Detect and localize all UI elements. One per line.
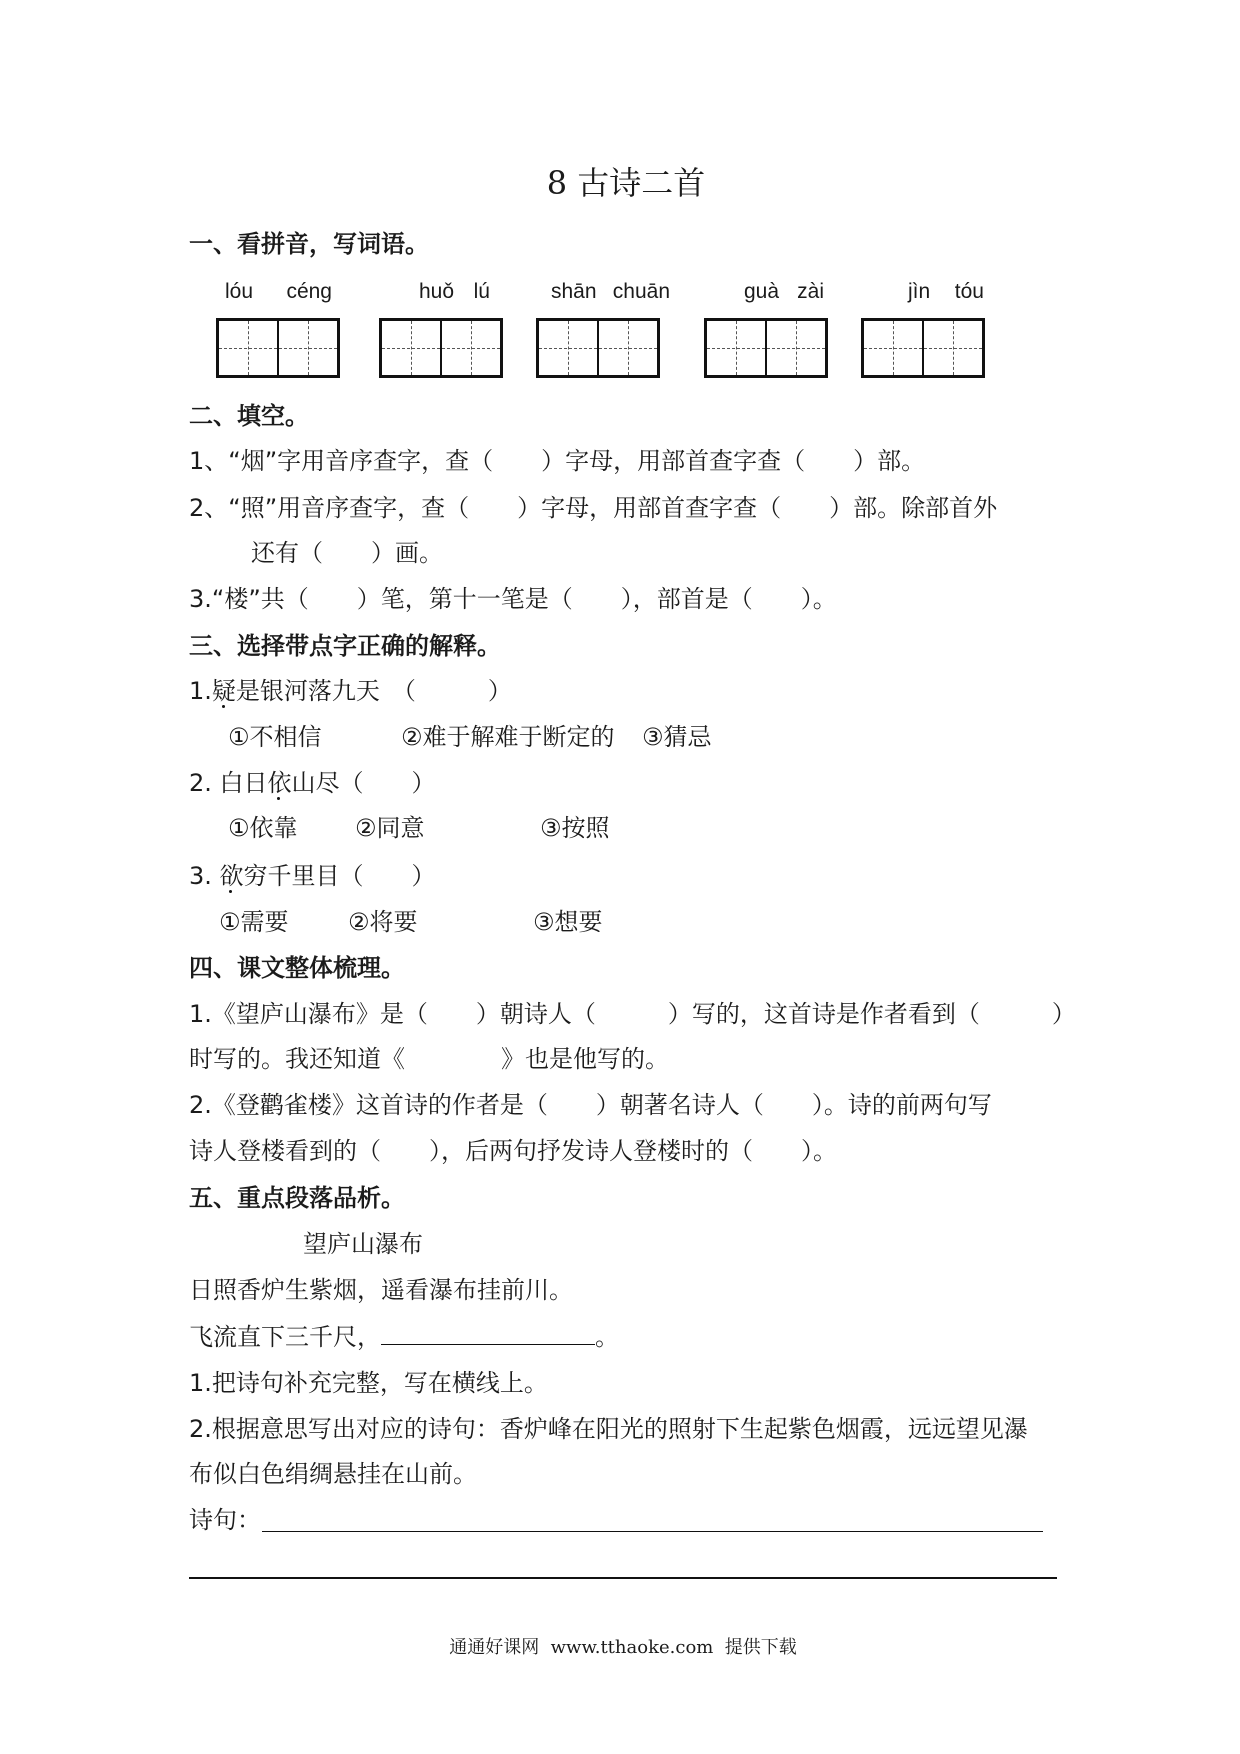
- poem-line-2-text: 飞流直下三千尺，: [189, 1323, 381, 1351]
- fill-blank-3: 3.“楼”共（ ）笔，第十一笔是（ ），部首是（ ）。: [189, 585, 837, 613]
- option: ②难于解难于断定的: [401, 723, 615, 751]
- page-title: 8 古诗二首: [546, 164, 706, 202]
- poem-line-2-end: 。: [595, 1323, 619, 1351]
- section5-heading: 五、重点段落品析。: [189, 1184, 405, 1212]
- option: ①需要: [219, 908, 289, 936]
- tian-box: [707, 321, 765, 375]
- pinyin-syllable: shān: [551, 280, 597, 303]
- pinyin-group-3: [551, 280, 670, 304]
- question-2: [189, 768, 436, 798]
- question-prefix: 1.: [189, 677, 212, 705]
- option: ③猜忌: [642, 723, 712, 751]
- page-footer: 通通好课网 www.tthaoke.com 提供下载: [449, 1637, 797, 1658]
- option: ③想要: [533, 908, 603, 936]
- option: ②同意: [355, 814, 425, 842]
- grid-guide: [707, 348, 765, 349]
- tian-box: [597, 321, 657, 375]
- fill-blank-2-continued: 还有（ ）画。: [251, 539, 443, 567]
- pinyin-syllable: lú: [473, 280, 490, 303]
- writing-grid-2: [379, 318, 503, 378]
- tian-box: [219, 321, 277, 375]
- tian-box: [382, 321, 440, 375]
- question-1: [189, 676, 512, 706]
- section4-heading: 四、课文整体梳理。: [189, 954, 405, 982]
- grid-guide: [382, 348, 440, 349]
- pinyin-group-1: [225, 280, 332, 304]
- question-prefix: 3.: [189, 862, 220, 890]
- option: ②将要: [348, 908, 418, 936]
- pinyin-syllable: huǒ: [419, 280, 455, 303]
- poem-title: 望庐山瀑布: [303, 1230, 423, 1258]
- question-text: 山尽（ ）: [291, 769, 436, 797]
- writing-grid-4: [704, 318, 828, 378]
- grid-guide: [767, 348, 825, 349]
- grid-guide: [599, 348, 657, 349]
- poem-line-2: [189, 1322, 619, 1352]
- review-line-2: 时写的。我还知道《 》也是他写的。: [189, 1045, 669, 1073]
- grid-guide: [442, 348, 500, 349]
- pinyin-group-2: [419, 280, 490, 304]
- tian-box: [277, 321, 337, 375]
- writing-grid-5: [861, 318, 985, 378]
- tian-box: [765, 321, 825, 375]
- tian-box: [539, 321, 597, 375]
- tian-box: [440, 321, 500, 375]
- pinyin-group-5: [908, 280, 984, 304]
- option: ①依靠: [228, 814, 298, 842]
- tian-box: [864, 321, 922, 375]
- section1-heading: 一、看拼音，写词语。: [189, 230, 429, 258]
- option: ③按照: [540, 814, 610, 842]
- pinyin-syllable: guà: [744, 280, 780, 303]
- writing-grid-3: [536, 318, 660, 378]
- grid-guide: [219, 348, 277, 349]
- grid-guide: [539, 348, 597, 349]
- answer-line: [262, 1531, 1043, 1532]
- fill-blank-1: 1、“烟”字用音序查字，查（ ）字母，用部首查字查（ ）部。: [189, 447, 926, 475]
- review-line-1: 1.《望庐山瀑布》是（ ）朝诗人（ ）写的，这首诗是作者看到（ ）: [189, 1000, 1076, 1028]
- grid-guide: [864, 348, 922, 349]
- pinyin-syllable: céng: [286, 280, 332, 303]
- tian-box: [922, 321, 982, 375]
- question-prefix: 2. 白日: [189, 769, 268, 797]
- question-3: [189, 861, 436, 891]
- pinyin-group-4: [744, 280, 824, 304]
- answer-label: 诗句：: [189, 1506, 261, 1534]
- task-1: 1.把诗句补充完整，写在横线上。: [189, 1369, 548, 1397]
- dotted-character: 依: [267, 769, 292, 797]
- section3-heading: 三、选择带点字正确的解释。: [189, 632, 501, 660]
- section2-heading: 二、填空。: [189, 402, 309, 430]
- answer-line-2: [189, 1577, 1057, 1579]
- review-line-3: 2.《登鹳雀楼》这首诗的作者是（ ）朝著名诗人（ ）。诗的前两句写: [189, 1091, 992, 1119]
- option: ①不相信: [228, 723, 322, 751]
- pinyin-syllable: zài: [797, 280, 824, 303]
- task-2: 2.根据意思写出对应的诗句：香炉峰在阳光的照射下生起紫色烟霞，远远望见瀑: [189, 1415, 1028, 1443]
- dotted-character: 疑: [211, 677, 236, 705]
- pinyin-syllable: lóu: [225, 280, 254, 303]
- review-line-4: 诗人登楼看到的（ ），后两句抒发诗人登楼时的（ ）。: [189, 1137, 837, 1165]
- grid-guide: [279, 348, 337, 349]
- grid-guide: [924, 348, 982, 349]
- writing-grid-1: [216, 318, 340, 378]
- pinyin-syllable: tóu: [954, 280, 984, 303]
- pinyin-syllable: chuān: [612, 280, 670, 303]
- fill-blank-2: 2、“照”用音序查字，查（ ）字母，用部首查字查（ ）部。除部首外: [189, 494, 998, 522]
- answer-underline: [381, 1322, 595, 1345]
- dotted-character: 欲: [219, 862, 244, 890]
- pinyin-syllable: jìn: [908, 280, 931, 303]
- poem-line-1: 日照香炉生紫烟，遥看瀑布挂前川。: [189, 1276, 573, 1304]
- question-text: 穷千里目（ ）: [243, 862, 436, 890]
- question-text: 是银河落九天 （ ）: [235, 677, 512, 705]
- task-2-continued: 布似白色绢绸悬挂在山前。: [189, 1460, 477, 1488]
